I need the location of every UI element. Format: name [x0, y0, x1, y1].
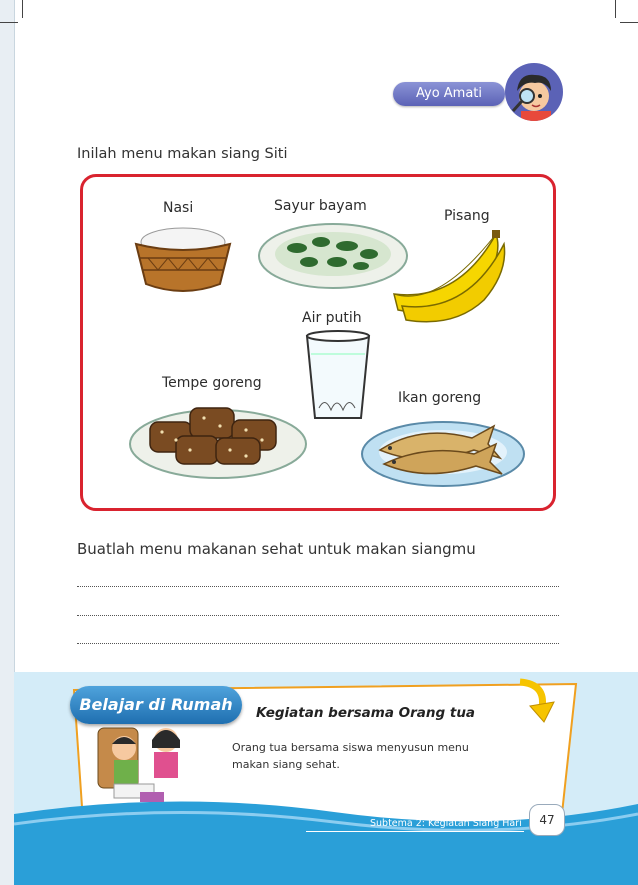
crop-mark: [620, 22, 638, 23]
label-air-putih: Air putih: [302, 310, 362, 326]
fried-fish-plate-icon: [360, 414, 526, 488]
home-activity-note: [232, 739, 492, 773]
note-line-1: Orang tua bersama siswa menyusun menu: [232, 741, 469, 754]
kegiatan-orang-tua-title: Kegiatan bersama Orang tua: [256, 705, 476, 721]
belajar-di-rumah-title: Belajar di Rumah: [70, 686, 242, 724]
intro-text: Inilah menu makan siang Siti: [77, 146, 288, 162]
crop-mark: [615, 0, 616, 18]
label-tempe-goreng: Tempe goreng: [162, 375, 262, 391]
tempe-plate-icon: [128, 398, 308, 482]
answer-line-2[interactable]: [77, 615, 559, 616]
ayo-amati-badge: Ayo Amati: [393, 82, 505, 106]
spinach-plate-icon: [257, 214, 409, 290]
banana-bunch-icon: [388, 228, 513, 330]
boy-with-magnifier-icon: [505, 63, 563, 121]
subtema-label: Subtema 2: Kegiatan Siang Hari: [370, 818, 522, 829]
answer-line-3[interactable]: [77, 643, 559, 644]
crop-mark: [0, 22, 18, 23]
answer-line-1[interactable]: [77, 586, 559, 587]
curved-arrow-icon: [512, 678, 556, 724]
label-nasi: Nasi: [163, 200, 194, 216]
parent-child-illustration-icon: [94, 718, 194, 808]
note-line-2: makan siang sehat.: [232, 758, 340, 771]
footer-rule: [306, 831, 524, 832]
label-pisang: Pisang: [444, 208, 490, 224]
page-number: 47: [529, 804, 565, 836]
rice-bowl-icon: [128, 222, 238, 300]
label-sayur-bayam: Sayur bayam: [274, 198, 367, 214]
water-glass-icon: [303, 330, 373, 422]
label-ikan-goreng: Ikan goreng: [398, 390, 482, 406]
crop-mark: [22, 0, 23, 18]
task-instruction: Buatlah menu makanan sehat untuk makan siangmu: [77, 540, 476, 558]
page-edge-strip: [0, 0, 15, 885]
